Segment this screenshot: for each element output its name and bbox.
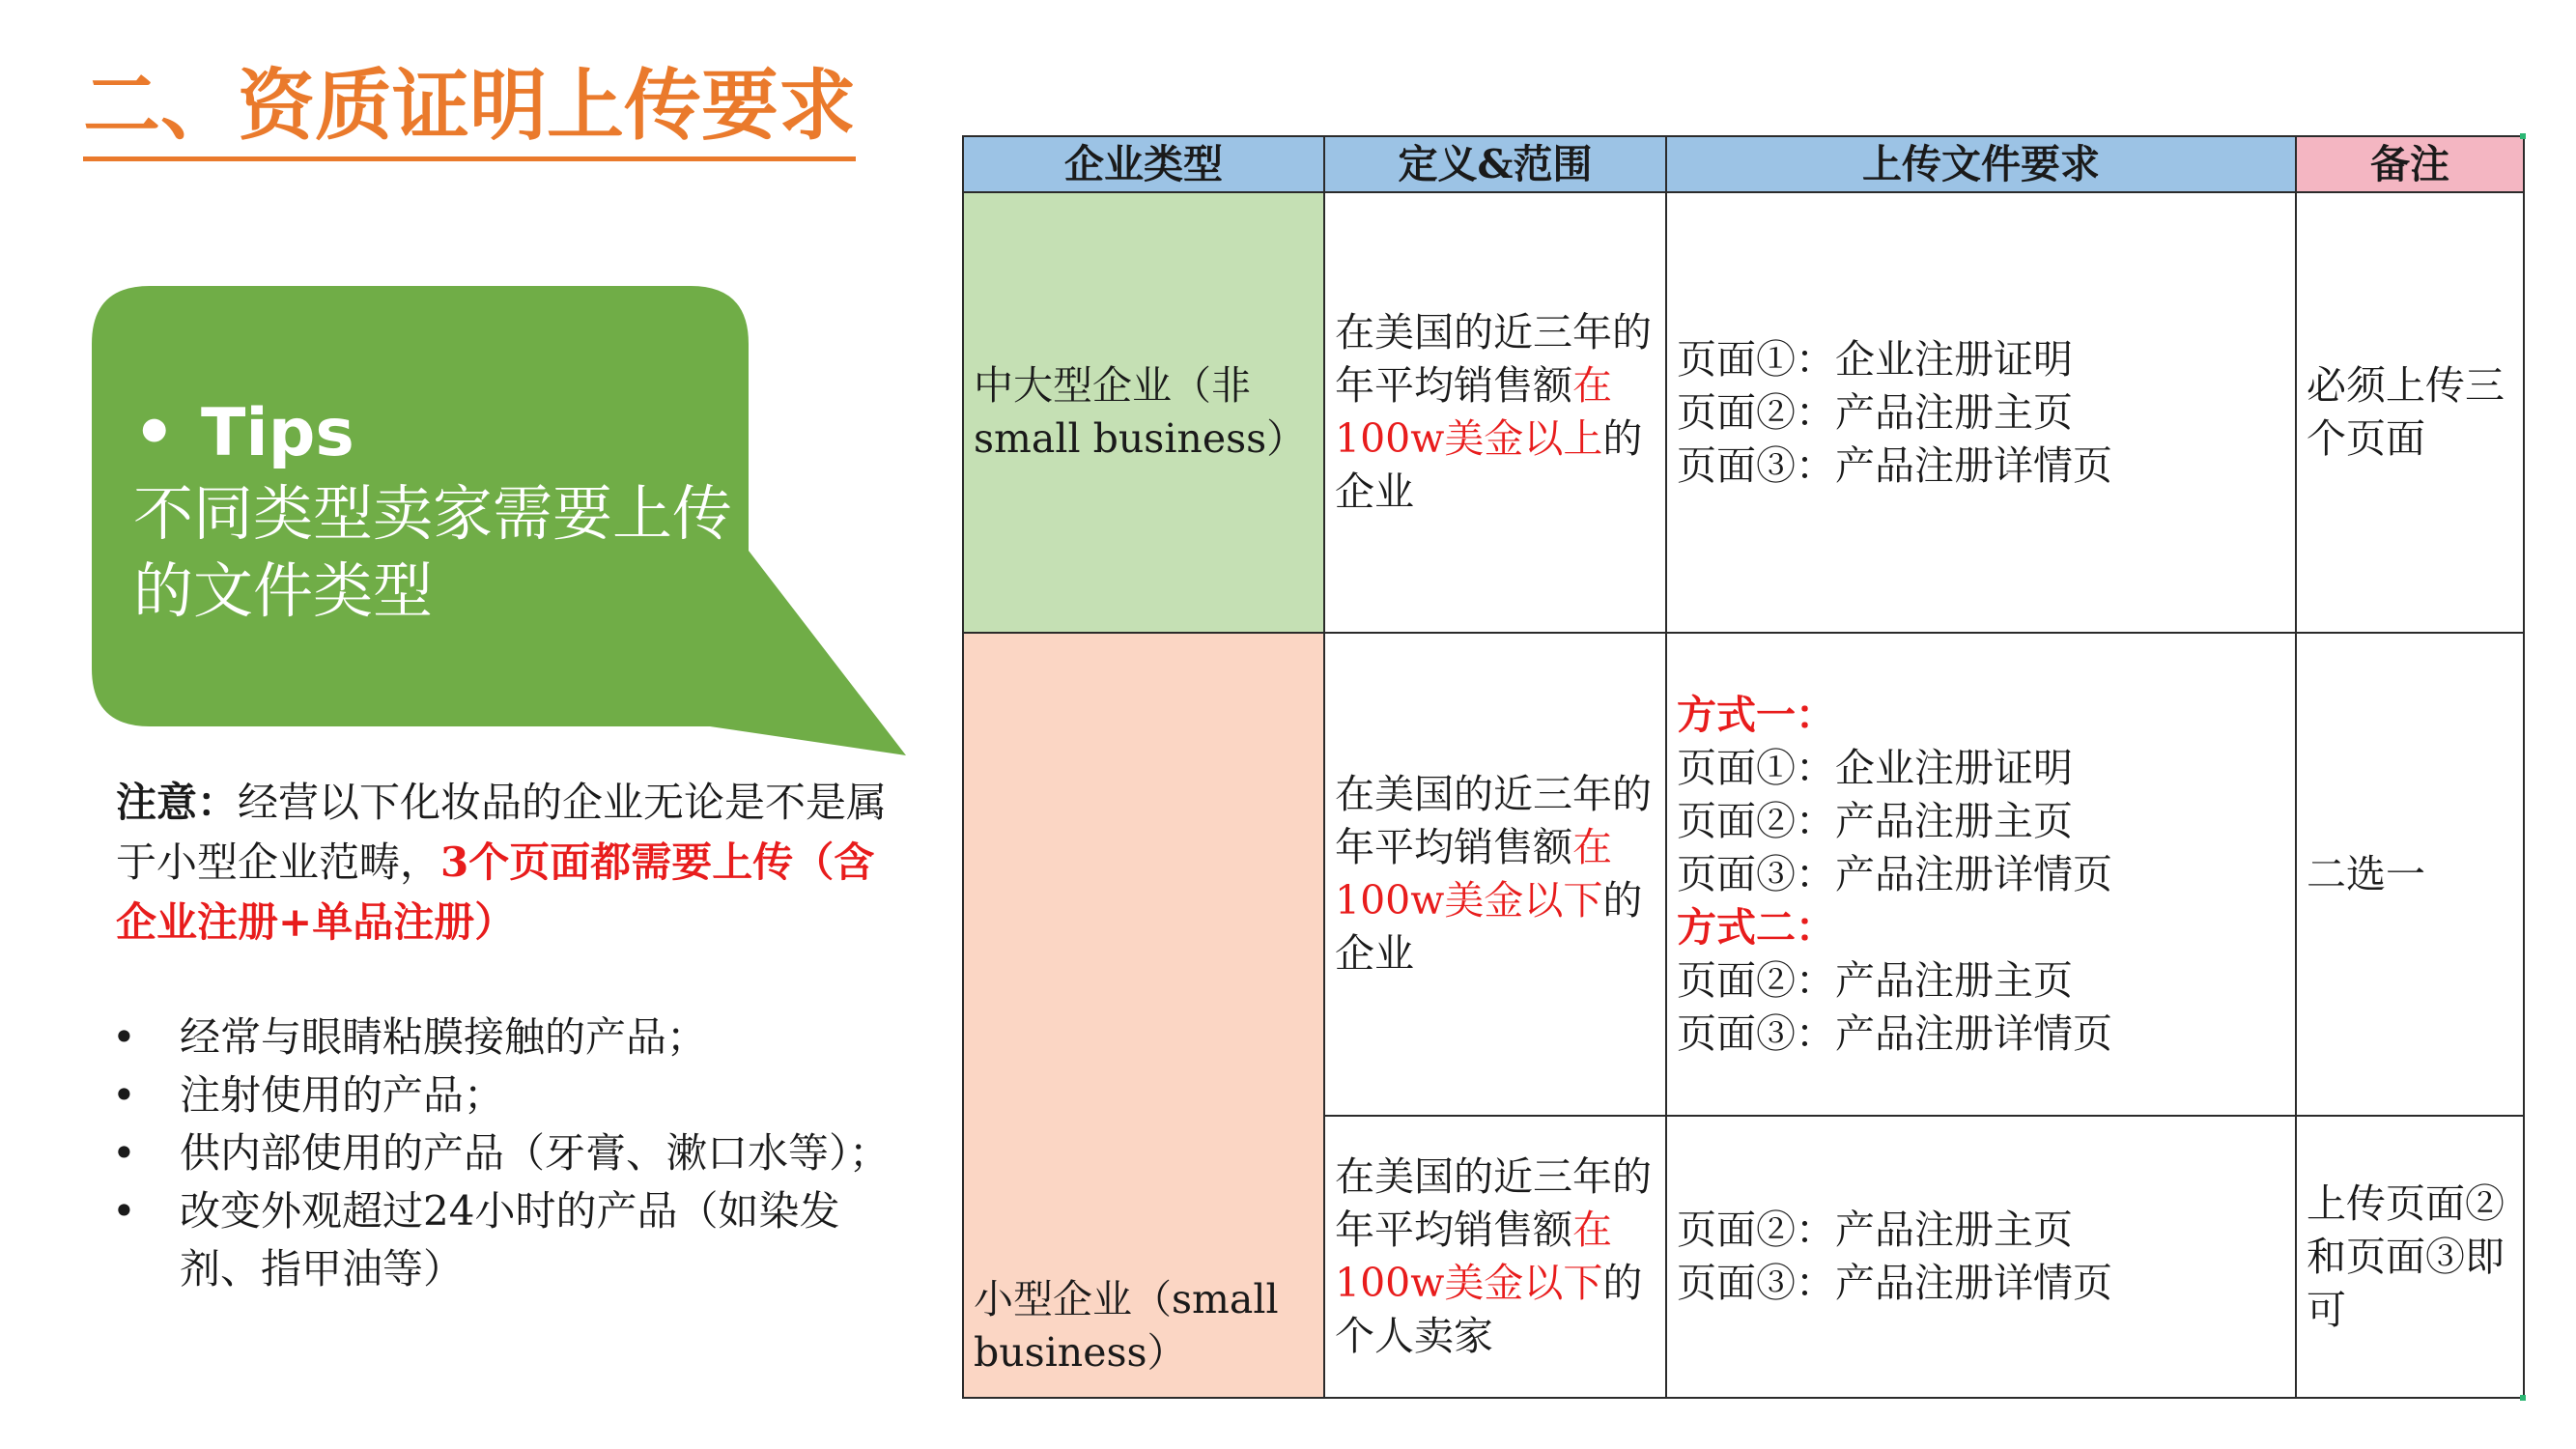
- note-text: 经营以下化妆品的企业无论是不是属于小型企业范畴，: [116, 779, 888, 886]
- note-paragraph: [116, 773, 908, 952]
- selection-handle-bottom: [2520, 1395, 2526, 1401]
- page-title: 二、资质证明上传要求: [83, 60, 856, 161]
- header-definition: 定义&范围: [1324, 136, 1666, 192]
- page-requirement: 页面③：产品注册详情页: [1677, 1009, 2112, 1057]
- cosmetics-list: [108, 1009, 920, 1298]
- upload-requirements-cell: [1666, 1116, 2296, 1398]
- page-requirement: 页面②：产品注册主页: [1677, 1207, 2073, 1253]
- list-item: • 注射使用的产品；: [108, 1066, 920, 1124]
- page-requirement: 页面②：产品注册主页: [1677, 797, 2073, 844]
- requirements-table: [962, 135, 2525, 1399]
- upload-requirements-cell: [1666, 633, 2296, 1116]
- page-requirement: 页面③：产品注册详情页: [1677, 850, 2112, 897]
- definition-cell: 在美国的近三年的年平均销售额在100w美金以下的企业: [1324, 633, 1666, 1116]
- method-two-label: 方式二：: [1677, 903, 1835, 951]
- page-requirement: 页面③：产品注册详情页: [1677, 1260, 2112, 1306]
- page-requirement: 页面③：产品注册详情页: [1677, 441, 2112, 489]
- sales-threshold: 在100w美金以下: [1335, 824, 1612, 923]
- header-enterprise-type: 企业类型: [963, 136, 1324, 192]
- list-item: • 改变外观超过24小时的产品（如染发剂、指甲油等）: [108, 1182, 920, 1298]
- remark-cell: 上传页面②和页面③即可: [2296, 1116, 2524, 1398]
- list-item: • 经常与眼睛粘膜接触的产品；: [108, 1009, 920, 1066]
- header-remark: 备注: [2296, 136, 2524, 192]
- tips-body: 不同类型卖家需要上传的文件类型: [133, 478, 733, 626]
- table-row: [963, 633, 2524, 1116]
- definition-cell: 在美国的近三年的年平均销售额在100w美金以上的企业: [1324, 192, 1666, 633]
- method-one-label: 方式一：: [1677, 691, 1835, 738]
- tips-content: [133, 394, 732, 630]
- table-header-row: [963, 136, 2524, 192]
- tips-speech-bubble: [0, 0, 927, 773]
- sales-threshold: 在100w美金以上: [1335, 362, 1612, 462]
- selection-handle-top: [2520, 133, 2526, 139]
- note-highlight: 3个页面都需要上传（含企业注册+单品注册）: [116, 838, 875, 946]
- page-requirement: 页面②：产品注册主页: [1677, 388, 2073, 436]
- remark-cell: 二选一: [2296, 633, 2524, 1116]
- page-requirement: 页面①：企业注册证明: [1677, 335, 2073, 383]
- page-requirement: 页面②：产品注册主页: [1677, 956, 2073, 1004]
- list-item: • 供内部使用的产品（牙膏、漱口水等）；: [108, 1124, 920, 1182]
- sales-threshold: 在100w美金以下: [1335, 1207, 1612, 1306]
- table-row: [963, 192, 2524, 633]
- definition-cell: 在美国的近三年的年平均销售额在100w美金以下的个人卖家: [1324, 1116, 1666, 1398]
- note-label: 注意：: [116, 779, 239, 826]
- tips-heading: • Tips: [133, 395, 354, 471]
- upload-requirements-cell: [1666, 192, 2296, 633]
- remark-cell: 必须上传三个页面: [2296, 192, 2524, 633]
- header-upload-requirements: 上传文件要求: [1666, 136, 2296, 192]
- enterprise-type-cell: 小型企业（small business）: [963, 633, 1324, 1398]
- enterprise-type-cell: 中大型企业（非small business）: [963, 192, 1324, 633]
- page-requirement: 页面①：企业注册证明: [1677, 744, 2073, 791]
